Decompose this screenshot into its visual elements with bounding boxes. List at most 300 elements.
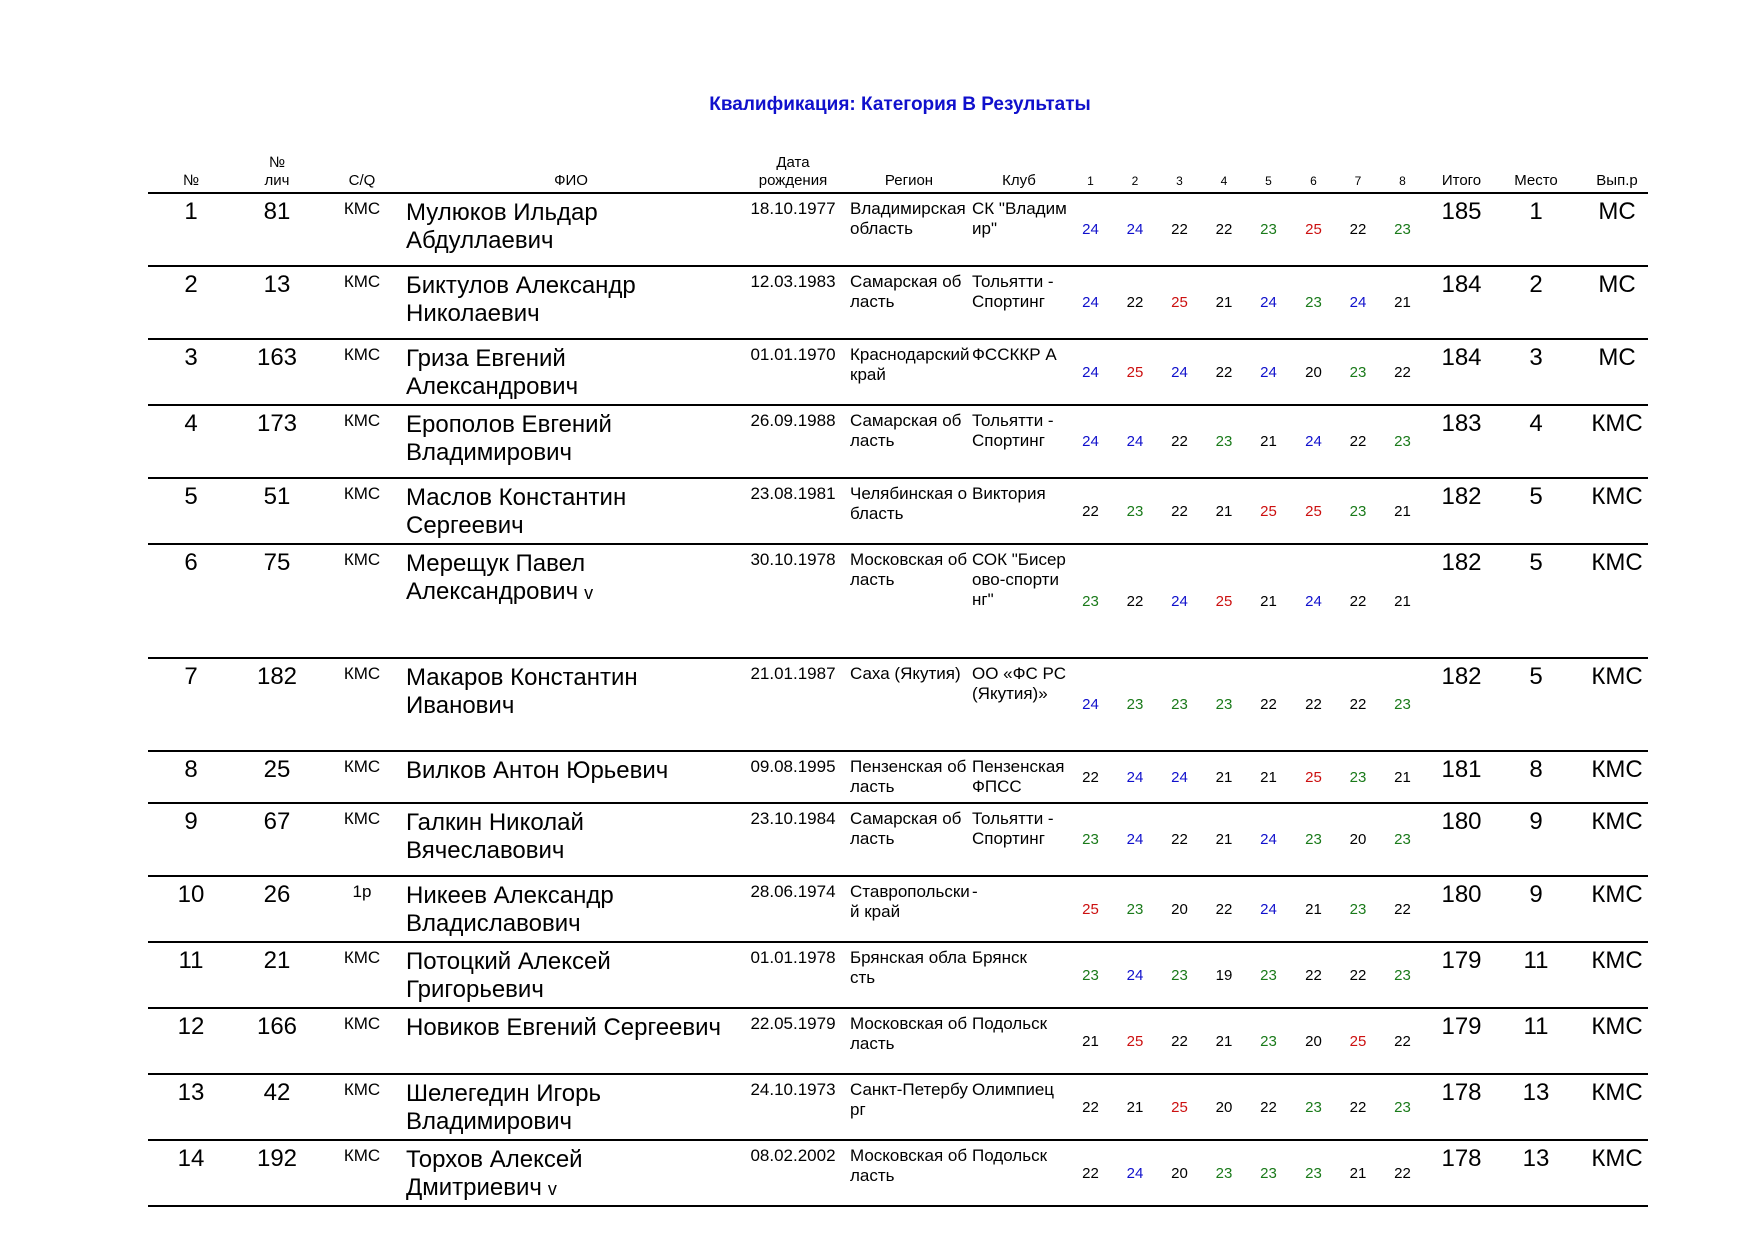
cell-series-7: 22 [1349,1098,1367,1116]
cell-series-8: 21 [1394,768,1411,786]
cell-series-1: 23 [1082,966,1099,984]
cell-series-4: 21 [1215,1032,1233,1050]
cell-license: 26 [263,881,291,908]
cell-region: Санкт-Петербург [850,1080,968,1119]
cell-fio [404,1075,738,1139]
athlete-name: Вилков Антон Юрьевич [406,757,669,784]
cell-series-1: 25 [1082,900,1099,918]
cell-birthdate: 23.08.1981 [750,484,836,503]
header-rank: Вып.р [1596,172,1638,189]
cell-place: 2 [1529,271,1543,298]
cell-series-3: 25 [1171,294,1188,311]
athlete-name: Мерещук Павел Александрович [406,550,586,605]
cell-birthdate: 28.06.1974 [750,882,836,901]
cell-series-6: 20 [1305,1032,1322,1050]
cell-series-1: 24 [1082,363,1099,381]
cell-series-7: 22 [1349,696,1367,713]
header-license: № лич [264,154,290,189]
cell-place: 11 [1523,947,1549,974]
cell-birthdate: 09.08.1995 [750,757,836,776]
cell-series-1: 22 [1082,768,1099,786]
cell-club: Брянск [972,948,1027,967]
cell-series-8: 22 [1394,363,1411,381]
header-series-3: 3 [1176,174,1183,188]
cell-club: Пензенская ФПСС [972,757,1065,796]
athlete-name: Галкин Николай Вячеславович [406,809,584,864]
cell-cq: КМС [343,664,381,683]
athlete-name: Гриза Евгений Александрович [406,345,579,400]
table-row [148,545,1648,659]
cell-region: Московская область [850,550,968,589]
cell-total: 180 [1441,881,1482,908]
cell-series-3: 25 [1171,1098,1188,1116]
cell-region: Пензенская область [850,757,967,796]
header-series-8: 8 [1399,174,1406,188]
cell-num: 4 [184,410,198,437]
cell-series-8: 23 [1394,696,1411,713]
cell-club: Тольятти - Спортинг [972,411,1054,450]
cell-rank: КМС [1591,881,1643,908]
cell-series-8: 22 [1394,1164,1411,1182]
cell-series-5: 24 [1260,294,1277,311]
cell-place: 13 [1522,1079,1550,1106]
cell-license: 173 [256,410,298,437]
athlete-mark: v [584,583,594,603]
cell-series-1: 22 [1082,1164,1099,1182]
cell-series-6: 22 [1305,696,1322,713]
cell-series-2: 24 [1126,1164,1144,1182]
cell-series-3: 20 [1171,1164,1188,1182]
cell-club: ОО «ФС РС (Якутия)» [972,664,1066,703]
cell-fio [404,659,738,750]
cell-num: 2 [184,271,198,298]
cell-series-2: 23 [1126,900,1144,918]
athlete-name: Потоцкий Алексей Григорьевич [406,948,611,1003]
cell-series-6: 23 [1305,1098,1322,1116]
cell-series-2: 25 [1126,363,1144,381]
cell-cq: КМС [343,345,381,364]
header-club: Клуб [1002,172,1036,189]
cell-rank: КМС [1591,410,1643,437]
cell-license: 81 [263,198,291,225]
cell-cq: КМС [343,411,381,430]
table-row [148,340,1648,406]
cell-series-5: 22 [1260,696,1277,713]
cell-num: 12 [177,1013,205,1040]
cell-birthdate: 08.02.2002 [750,1146,836,1165]
cell-series-6: 25 [1305,502,1322,520]
cell-place: 1 [1529,198,1543,225]
cell-fio [404,943,738,1007]
cell-club: Виктория [972,484,1046,503]
table-row [148,406,1648,479]
cell-birthdate: 24.10.1973 [750,1080,836,1099]
cell-fio [404,406,738,477]
cell-birthdate: 18.10.1977 [750,199,836,218]
cell-series-6: 23 [1305,294,1322,311]
cell-series-2: 24 [1126,433,1144,450]
cell-series-8: 21 [1394,294,1411,311]
cell-num: 1 [184,198,198,225]
cell-region: Краснодарский край [850,345,970,384]
cell-series-5: 25 [1260,502,1277,520]
cell-fio [404,194,738,265]
cell-birthdate: 12.03.1983 [750,272,836,291]
cell-series-7: 21 [1349,1164,1367,1182]
cell-num: 9 [184,808,198,835]
cell-series-8: 23 [1394,221,1411,238]
cell-place: 3 [1529,344,1543,371]
header-fio: ФИО [554,172,588,189]
cell-total: 179 [1441,1013,1482,1040]
table-row [148,752,1648,804]
cell-license: 13 [263,271,291,298]
cell-total: 182 [1441,663,1482,690]
cell-series-1: 24 [1082,294,1099,311]
cell-birthdate: 01.01.1970 [750,345,836,364]
cell-fio [404,545,738,657]
cell-license: 25 [263,756,291,783]
cell-num: 3 [184,344,198,371]
cell-series-3: 22 [1171,502,1188,520]
cell-cq: КМС [343,757,381,776]
cell-series-8: 23 [1394,831,1411,848]
cell-license: 182 [256,663,298,690]
cell-series-2: 24 [1126,966,1144,984]
cell-total: 180 [1441,808,1482,835]
cell-total: 183 [1441,410,1482,437]
cell-series-4: 22 [1215,900,1233,918]
cell-series-2: 23 [1126,696,1144,713]
cell-series-3: 24 [1171,592,1188,610]
cell-rank: МС [1598,271,1636,298]
cell-num: 10 [177,881,205,908]
cell-series-3: 22 [1171,1032,1188,1050]
cell-cq: 1р [352,882,372,901]
cell-place: 9 [1529,808,1543,835]
cell-club: Подольск [972,1014,1048,1033]
cell-series-4: 21 [1215,831,1233,848]
cell-num: 5 [184,483,198,510]
cell-license: 166 [256,1013,298,1040]
cell-total: 182 [1441,549,1482,576]
cell-fio [404,1141,738,1205]
cell-series-3: 24 [1171,768,1188,786]
cell-series-5: 22 [1260,1098,1277,1116]
cell-fio [404,804,738,875]
cell-fio [404,340,738,404]
cell-series-4: 22 [1215,363,1233,381]
cell-license: 163 [256,344,298,371]
cell-club: СК "Владимир" [972,199,1067,238]
cell-place: 4 [1529,410,1543,437]
cell-series-2: 24 [1126,831,1144,848]
cell-rank: МС [1598,198,1636,225]
cell-series-8: 22 [1394,900,1411,918]
cell-birthdate: 01.01.1978 [750,948,836,967]
cell-region: Владимирская область [850,199,966,238]
table-row [148,804,1648,877]
cell-club: Олимпиец [972,1080,1055,1099]
cell-series-1: 24 [1082,433,1099,450]
cell-region: Московская область [850,1146,968,1185]
cell-series-7: 22 [1349,966,1367,984]
cell-total: 179 [1441,947,1482,974]
cell-series-7: 22 [1349,592,1367,610]
athlete-name: Макаров Константин Иванович [406,664,638,719]
cell-club: ФССККР А [972,345,1057,364]
cell-license: 51 [263,483,291,510]
cell-series-4: 20 [1215,1098,1233,1116]
cell-series-7: 23 [1349,502,1367,520]
cell-birthdate: 23.10.1984 [750,809,836,828]
table-row [148,659,1648,752]
cell-num: 8 [184,756,198,783]
cell-place: 5 [1529,663,1543,690]
cell-club: Тольятти - Спортинг [972,809,1054,848]
cell-series-8: 23 [1394,1098,1411,1116]
cell-series-7: 24 [1349,294,1367,311]
cell-series-2: 24 [1126,221,1144,238]
cell-series-2: 22 [1126,294,1144,311]
cell-license: 75 [263,549,291,576]
cell-series-7: 20 [1349,831,1367,848]
cell-birthdate: 22.05.1979 [750,1014,836,1033]
cell-birthdate: 26.09.1988 [750,411,836,430]
header-series-4: 4 [1220,174,1228,188]
cell-total: 178 [1441,1079,1482,1106]
cell-series-4: 23 [1215,1164,1233,1182]
cell-rank: КМС [1591,549,1643,576]
cell-cq: КМС [343,1146,381,1165]
cell-series-7: 23 [1349,768,1367,786]
cell-rank: КМС [1591,1145,1643,1172]
cell-series-5: 21 [1260,768,1277,786]
cell-series-1: 22 [1082,1098,1099,1116]
cell-series-6: 23 [1305,1164,1322,1182]
cell-series-6: 20 [1305,363,1322,381]
cell-series-5: 23 [1260,966,1277,984]
cell-cq: КМС [343,1014,381,1033]
table-row [148,1075,1648,1141]
cell-series-4: 25 [1215,592,1233,610]
cell-series-4: 22 [1215,221,1233,238]
cell-series-6: 22 [1305,966,1322,984]
cell-series-7: 22 [1349,221,1367,238]
cell-series-8: 21 [1394,502,1411,520]
cell-series-8: 23 [1394,433,1411,450]
cell-birthdate: 30.10.1978 [750,550,836,569]
table-row [148,194,1648,267]
athlete-name: Новиков Евгений Сергеевич [406,1014,722,1041]
cell-series-5: 24 [1260,363,1277,381]
table-row [148,479,1648,545]
table-row [148,1009,1648,1075]
cell-series-7: 23 [1349,363,1367,381]
cell-series-5: 24 [1260,831,1277,848]
cell-region: Московская область [850,1014,968,1053]
cell-cq: КМС [343,484,381,503]
cell-place: 8 [1529,756,1543,783]
cell-place: 5 [1529,549,1543,576]
cell-rank: КМС [1591,1079,1643,1106]
results-table [148,140,1648,1207]
cell-cq: КМС [343,1080,381,1099]
cell-place: 13 [1522,1145,1550,1172]
cell-region: Брянская область [850,948,967,987]
cell-series-5: 24 [1260,900,1277,918]
cell-cq: КМС [343,550,381,569]
athlete-name: Ерополов Евгений Владимирович [406,411,612,466]
cell-license: 192 [256,1145,298,1172]
header-cq: С/Q [348,172,376,189]
cell-rank: КМС [1591,1013,1643,1040]
cell-series-3: 22 [1171,433,1188,450]
cell-club: - [972,882,978,901]
cell-series-3: 24 [1171,363,1188,381]
cell-fio [404,479,738,543]
cell-region: Самарская область [850,272,962,311]
header-total: Итого [1441,172,1482,189]
cell-place: 5 [1529,483,1543,510]
header-series-2: 2 [1131,174,1139,188]
cell-rank: КМС [1591,808,1643,835]
cell-series-7: 25 [1349,1032,1367,1050]
cell-series-1: 23 [1082,831,1099,848]
cell-series-2: 24 [1126,768,1144,786]
athlete-name: Шелегедин Игорь Владимирович [406,1080,601,1135]
cell-region: Челябинская область [850,484,968,523]
cell-series-2: 22 [1126,592,1144,610]
cell-series-5: 21 [1260,592,1277,610]
cell-series-5: 23 [1260,221,1277,238]
cell-rank: КМС [1591,483,1643,510]
header-place: Место [1514,172,1558,189]
cell-fio [404,877,738,941]
cell-series-3: 22 [1171,221,1188,238]
page-title: Квалификация: Категория B Результаты [709,94,1091,115]
cell-series-4: 19 [1215,966,1233,984]
athlete-name: Маслов Константин Сергеевич [406,484,627,539]
cell-region: Ставропольский край [850,882,970,921]
cell-cq: КМС [343,809,381,828]
cell-series-5: 23 [1260,1032,1277,1050]
table-row [148,877,1648,943]
cell-series-3: 20 [1171,900,1188,918]
cell-total: 185 [1441,198,1482,225]
table-body [148,194,1648,1207]
cell-total: 178 [1441,1145,1482,1172]
cell-series-7: 23 [1349,900,1367,918]
cell-place: 11 [1523,1013,1549,1040]
cell-series-4: 21 [1215,502,1233,520]
cell-region: Саха (Якутия) [850,664,961,683]
cell-place: 9 [1529,881,1543,908]
table-header [148,140,1648,194]
cell-region: Самарская область [850,411,962,450]
cell-fio [404,267,738,338]
cell-series-7: 22 [1349,433,1367,450]
cell-total: 184 [1441,344,1482,371]
header-region: Регион [884,172,934,189]
cell-num: 6 [184,549,198,576]
cell-fio [404,1009,738,1073]
cell-num: 11 [178,947,204,974]
cell-series-4: 21 [1215,768,1233,786]
cell-series-6: 21 [1305,900,1322,918]
header-num: № [182,172,200,189]
cell-series-4: 21 [1215,294,1233,311]
cell-birthdate: 21.01.1987 [750,664,836,683]
cell-series-3: 23 [1171,966,1188,984]
cell-series-6: 25 [1305,221,1322,238]
cell-series-5: 21 [1260,433,1277,450]
header-series-1: 1 [1087,174,1094,188]
header-series-5: 5 [1265,174,1272,188]
cell-license: 67 [263,808,291,835]
cell-series-1: 24 [1082,221,1099,238]
cell-series-2: 25 [1126,1032,1144,1050]
cell-total: 182 [1441,483,1482,510]
athlete-name: Торхов Алексей Дмитриевич [406,1146,583,1201]
cell-series-2: 23 [1126,502,1144,520]
cell-total: 184 [1441,271,1482,298]
cell-rank: МС [1598,344,1636,371]
cell-series-6: 25 [1305,768,1322,786]
cell-license: 21 [263,947,291,974]
cell-cq: КМС [343,948,381,967]
cell-club: Подольск [972,1146,1048,1165]
table-row [148,267,1648,340]
cell-club: Тольятти - Спортинг [972,272,1054,311]
cell-series-5: 23 [1260,1164,1277,1182]
table-row [148,1141,1648,1207]
header-series-7: 7 [1354,174,1362,188]
cell-series-1: 23 [1082,592,1099,610]
cell-fio [404,752,738,802]
athlete-mark: v [547,1179,557,1199]
cell-cq: КМС [343,272,381,291]
athlete-name: Мулюков Ильдар Абдуллаевич [406,199,598,254]
cell-series-1: 21 [1082,1032,1099,1050]
cell-cq: КМС [343,199,381,218]
cell-num: 14 [177,1145,205,1172]
header-series-6: 6 [1310,174,1317,188]
cell-series-8: 22 [1394,1032,1411,1050]
cell-series-3: 22 [1171,831,1188,848]
cell-series-8: 21 [1394,592,1411,610]
cell-series-6: 24 [1305,592,1322,610]
cell-rank: КМС [1591,756,1643,783]
cell-series-6: 24 [1305,433,1322,450]
cell-series-1: 24 [1082,696,1099,713]
cell-num: 13 [177,1079,205,1106]
header-birthdate: Дата рождения [758,154,828,189]
table-row [148,943,1648,1009]
cell-region: Самарская область [850,809,962,848]
cell-rank: КМС [1591,663,1643,690]
cell-total: 181 [1441,756,1482,783]
athlete-name: Никеев Александр Владиславович [406,882,614,937]
cell-series-4: 23 [1215,433,1233,450]
cell-rank: КМС [1591,947,1643,974]
cell-club: СОК "Бисерово-спортинг" [972,550,1066,609]
cell-series-3: 23 [1171,696,1188,713]
cell-license: 42 [263,1079,291,1106]
cell-series-6: 23 [1305,831,1322,848]
cell-series-1: 22 [1082,502,1099,520]
athlete-name: Биктулов Александр Николаевич [406,272,636,327]
